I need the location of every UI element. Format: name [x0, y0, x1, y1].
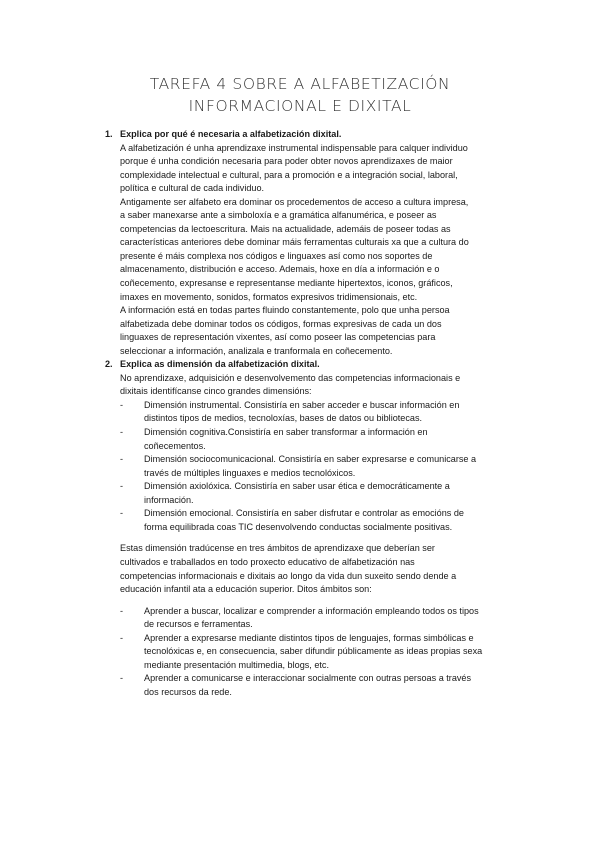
question-text: Explica por qué é necesaria a alfabetización dixital. [120, 129, 342, 139]
dimension-text: Dimensión axiolóxica. Consistiría en saber usar ética e democráticamente a [144, 481, 450, 492]
question-number: 2. [105, 359, 113, 370]
dash-bullet: - [120, 508, 124, 519]
dash-bullet: - [120, 632, 124, 643]
dimension-item [120, 480, 520, 494]
text-line: través de múltiples linguaxes e medios tecnolóxicos. [144, 467, 356, 478]
dash-bullet: - [120, 481, 124, 492]
text-line: presente é máis complexa nos códigos e linguaxes así como nos soportes de [120, 250, 433, 261]
question-1 [105, 128, 520, 142]
document-body [105, 128, 520, 699]
text-line: a saber manexarse ante a simboloxía e a gramática alfanumérica, e poseer as [120, 210, 437, 221]
text-line: complexidade intelectual e cultural, para a promoción e a integración social, laboral, [120, 169, 458, 180]
ambito-item [120, 605, 520, 619]
text-line: A alfabetización é unha aprendizaxe instrumental indispensable para calquer individuo [120, 142, 468, 153]
ambito-text: Aprender a comunicarse e interaccionar socialmente con outras persoas a través [144, 673, 472, 684]
text-line: Estas dimensión tradúcense en tres ámbitos de aprendizaxe que deberían ser [120, 543, 435, 554]
text-line: seleccionar a información, analizala e tranformala en coñecemento. [120, 345, 393, 356]
text-line: No aprendizaxe, adquisición e desenvolvemento das competencias informacionais e [120, 372, 461, 383]
text-line: distintos tipos de medios, tecnoloxías, bases de datos ou bibliotecas. [144, 413, 423, 424]
text-line: dixitais identifícanse cinco grandes dimensións: [120, 386, 312, 397]
dimension-item [120, 399, 520, 413]
dimension-text: Dimensión instrumental. Consistiría en saber acceder e buscar información en [144, 399, 460, 410]
text-line: linguaxes de representación vixentes, así como poseer las competencias para [120, 332, 436, 343]
text-line: A información está en todas partes fluindo constantemente, polo que unha persoa [120, 305, 450, 316]
dimension-item [120, 453, 520, 467]
question-text: Explica as dimensión da alfabetización dixital. [120, 359, 320, 370]
text-line: coñecementos. [144, 440, 206, 451]
dash-bullet: - [120, 399, 124, 410]
dash-bullet: - [120, 605, 124, 616]
text-line: educación infantil ata a educación superior. Ditos ámbitos son: [120, 584, 372, 595]
text-line: imaxes en movemento, sonidos, formatos expresivos tridimensionais, etc. [120, 291, 418, 302]
text-line: características anteriores debe dominar máis ferramentas culturais xa que a cultura do [120, 237, 469, 248]
ambito-item [120, 672, 520, 686]
dimension-item [120, 426, 520, 440]
ambito-item [120, 632, 520, 646]
text-line: almacenamento, distribución e acceso. Ademais, hoxe en día a información e o [120, 264, 440, 275]
text-line: forma equilibrada coas TIC desenvolvendo conductas socialmente positivas. [144, 521, 453, 532]
title-line-1: TAREFA 4 SOBRE A ALFABETIZACIÓN [149, 75, 451, 93]
question-2 [105, 358, 520, 372]
text-line: porque é unha condición necesaria para poder obter novos aprendizaxes de maior [120, 156, 453, 167]
text-line: mediante presentación multimedia, blogs, etc. [144, 659, 330, 670]
dash-bullet: - [120, 427, 124, 438]
dimension-item [120, 507, 520, 521]
ambito-text: Aprender a buscar, localizar e comprender a información empleando todos os tipos [144, 605, 479, 616]
text-line: información. [144, 494, 194, 505]
dimension-text: Dimensión emocional. Consistiría en saber disfrutar e controlar as emocións de [144, 508, 464, 519]
text-line: de recursos e ferramentas. [144, 619, 253, 630]
dash-bullet: - [120, 454, 124, 465]
text-line: Antigamente ser alfabeto era dominar os procedementos de acceso a cultura impresa, [120, 196, 469, 207]
text-line: dos recursos da rede. [144, 686, 232, 697]
ambito-text: Aprender a expresarse mediante distintos tipos de lenguajes, formas simbólicas e [144, 632, 474, 643]
dash-bullet: - [120, 673, 124, 684]
text-line: coñecemento, expresanse e representanse mediante hipertextos, iconos, gráficos, [120, 278, 453, 289]
text-line: política e cultural de cada individuo. [120, 183, 265, 194]
text-line: competencias informacionais e dixitais ao longo da vida dun suxeito sendo dende a [120, 570, 457, 581]
text-line: competencias da lectoescritura. Mais na actualidade, ademáis de poseer todas as [120, 223, 451, 234]
dimension-text: Dimensión sociocomunicacional. Consistiría en saber expresarse e comunicarse a [144, 454, 477, 465]
text-line: alfabetizada debe dominar todos os códigos, formas expresivas de cada un dos [120, 318, 442, 329]
text-line: tecnolóxicas e, en consecuencia, saber difundir públicamente as ideas propias sexa [144, 646, 483, 657]
text-line: cultivados e traballados en todo proxecto educativo de alfabetización nas [120, 556, 415, 567]
dimension-text: Dimensión cognitiva.Consistiría en saber transformar a información en [144, 427, 428, 438]
question-number: 1. [105, 129, 113, 139]
title-line-2: INFORMACIONAL E DIXITAL [188, 97, 412, 115]
